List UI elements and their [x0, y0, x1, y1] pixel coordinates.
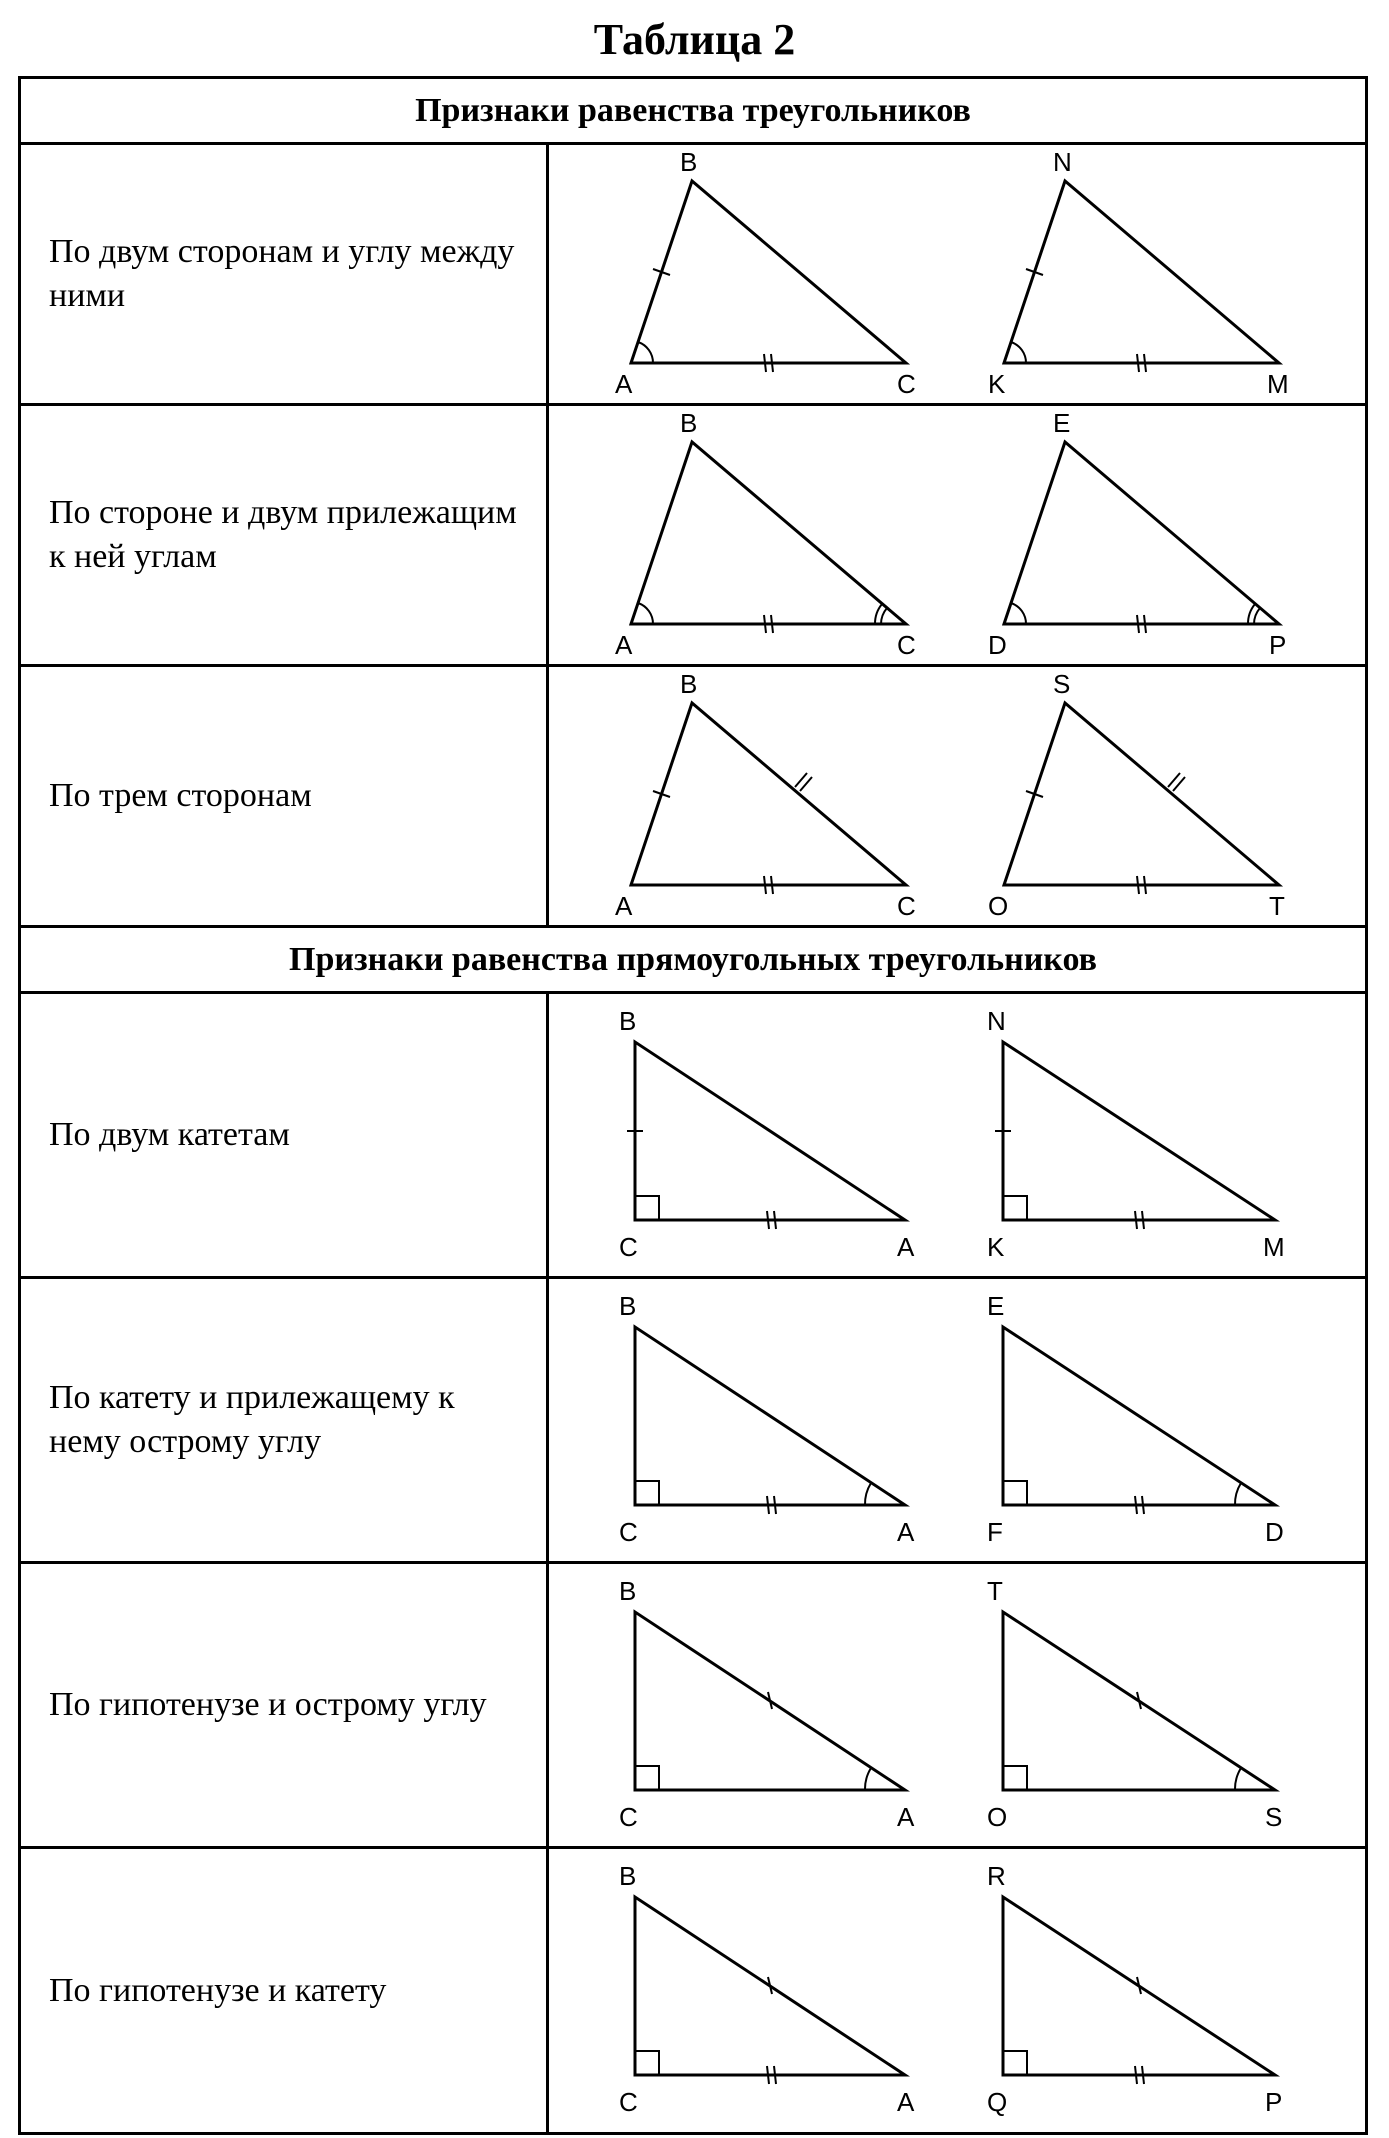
vertex-label: E [987, 1291, 1005, 1321]
vertex-label: N [987, 1006, 1006, 1036]
criterion-row-hyp-leg [21, 1849, 1365, 2132]
side-tick-mark [1144, 876, 1146, 894]
side-tick-mark [767, 1211, 769, 1229]
criterion-figures [549, 406, 1365, 664]
triangle-abc [631, 442, 906, 624]
angle-arc-mark [1235, 1768, 1241, 1790]
side-tick-mark [771, 615, 773, 633]
triangle-ost [1004, 703, 1279, 885]
vertex-label: K [987, 1232, 1005, 1262]
vertex-label: C [619, 2087, 638, 2117]
vertex-label: B [619, 1006, 637, 1036]
side-tick-mark [1137, 615, 1139, 633]
section-header-right-triangles: Признаки равенства прямоугольных треугольников [21, 928, 1365, 994]
criterion-figures [549, 1564, 1365, 1846]
criterion-row-sas [21, 145, 1365, 406]
side-tick-mark [774, 1496, 776, 1514]
vertex-label: P [1265, 2087, 1283, 2117]
side-tick-mark [771, 876, 773, 894]
side-tick-mark [764, 615, 766, 633]
vertex-label: A [897, 1517, 915, 1547]
vertex-label: F [987, 1517, 1003, 1547]
triangle-pair-figure [549, 406, 1365, 664]
criterion-label: По двум сторонам и углу между ними [21, 145, 549, 403]
right-angle-mark [1003, 1196, 1027, 1220]
criterion-row-two-legs [21, 994, 1365, 1279]
angle-arc-mark [1235, 1483, 1241, 1505]
side-tick-mark [1142, 2066, 1144, 2084]
vertex-label: B [680, 147, 698, 177]
side-tick-mark [767, 1496, 769, 1514]
criterion-figures [549, 1279, 1365, 1561]
side-tick-mark [767, 2066, 769, 2084]
vertex-label: S [1265, 1802, 1283, 1832]
side-tick-mark [774, 2066, 776, 2084]
criteria-table [18, 76, 1368, 2135]
criterion-figures [549, 994, 1365, 1276]
angle-arc-mark [881, 608, 887, 624]
vertex-label: D [1265, 1517, 1284, 1547]
vertex-label: A [897, 1232, 915, 1262]
right-angle-mark [1003, 1481, 1027, 1505]
criterion-figures [549, 1849, 1365, 2132]
criterion-row-hyp-angle [21, 1564, 1365, 1849]
criterion-row-asa [21, 406, 1365, 667]
vertex-label: N [1053, 147, 1072, 177]
side-tick-mark [771, 354, 773, 372]
triangle-abc [631, 181, 906, 363]
criterion-label: По стороне и двум прилежащим к ней углам [21, 406, 549, 664]
vertex-label: B [619, 1861, 637, 1891]
right-triangle-bca [635, 1042, 905, 1220]
angle-arc-mark [1011, 603, 1026, 624]
criterion-row-leg-angle [21, 1279, 1365, 1564]
vertex-label: B [680, 408, 698, 438]
triangle-pair-figure [549, 1849, 1365, 2129]
vertex-label: A [897, 2087, 915, 2117]
vertex-label: O [988, 891, 1009, 921]
side-tick-mark [1135, 1211, 1137, 1229]
vertex-label: R [987, 1861, 1006, 1891]
side-tick-mark [1144, 354, 1146, 372]
vertex-label: C [619, 1802, 638, 1832]
right-triangle-efd [1003, 1327, 1275, 1505]
criterion-label: По катету и прилежащему к нему острому углу [21, 1279, 549, 1561]
vertex-label: C [897, 630, 916, 660]
side-tick-mark [1137, 354, 1139, 372]
triangle-pair-figure [549, 1279, 1365, 1561]
right-angle-mark [1003, 2051, 1027, 2075]
angle-arc-mark [1011, 342, 1026, 363]
side-tick-mark [764, 354, 766, 372]
vertex-label: A [615, 630, 633, 660]
vertex-label: O [987, 1802, 1008, 1832]
criterion-row-sss [21, 667, 1365, 928]
vertex-label: Q [987, 2087, 1008, 2117]
vertex-label: C [897, 891, 916, 921]
vertex-label: A [615, 891, 633, 921]
vertex-label: T [1269, 891, 1285, 921]
vertex-label: M [1267, 369, 1289, 399]
angle-arc-mark [638, 342, 653, 363]
side-tick-mark [1144, 615, 1146, 633]
triangle-pair-figure [549, 994, 1365, 1276]
triangle-pair-figure [549, 667, 1365, 925]
right-angle-mark [635, 1196, 659, 1220]
criterion-label: По гипотенузе и острому углу [21, 1564, 549, 1846]
vertex-label: A [615, 369, 633, 399]
vertex-label: C [619, 1517, 638, 1547]
side-tick-mark [1135, 2066, 1137, 2084]
angle-arc-mark [865, 1483, 871, 1505]
criterion-figures [549, 667, 1365, 925]
triangle-abc [631, 703, 906, 885]
side-tick-mark [1137, 876, 1139, 894]
vertex-label: E [1053, 408, 1071, 438]
right-angle-mark [1003, 1766, 1027, 1790]
triangle-knm [1004, 181, 1279, 363]
criterion-figures [549, 145, 1365, 403]
angle-arc-mark [865, 1768, 871, 1790]
side-tick-mark [764, 876, 766, 894]
angle-arc-mark [1254, 608, 1260, 624]
side-tick-mark [774, 1211, 776, 1229]
vertex-label: C [897, 369, 916, 399]
side-tick-mark [1142, 1496, 1144, 1514]
triangle-pair-figure [549, 1564, 1365, 1846]
vertex-label: A [897, 1802, 915, 1832]
right-triangle-nkm [1003, 1042, 1275, 1220]
vertex-label: D [988, 630, 1007, 660]
vertex-label: T [987, 1576, 1003, 1606]
triangle-pair-figure [549, 145, 1365, 403]
right-angle-mark [635, 1766, 659, 1790]
right-triangle-bca [635, 1327, 905, 1505]
vertex-label: B [680, 669, 698, 699]
angle-arc-mark [638, 603, 653, 624]
vertex-label: C [619, 1232, 638, 1262]
vertex-label: M [1263, 1232, 1285, 1262]
right-angle-mark [635, 1481, 659, 1505]
criterion-label: По гипотенузе и катету [21, 1849, 549, 2132]
side-tick-mark [1142, 1211, 1144, 1229]
vertex-label: B [619, 1576, 637, 1606]
vertex-label: B [619, 1291, 637, 1321]
vertex-label: S [1053, 669, 1071, 699]
right-angle-mark [635, 2051, 659, 2075]
vertex-label: P [1269, 630, 1287, 660]
criterion-label: По двум катетам [21, 994, 549, 1276]
section-header-triangles: Признаки равенства треугольников [21, 79, 1365, 145]
page-title: Таблица 2 [593, 15, 796, 64]
criterion-label: По трем сторонам [21, 667, 549, 925]
triangle-dep [1004, 442, 1279, 624]
side-tick-mark [1135, 1496, 1137, 1514]
vertex-label: K [988, 369, 1006, 399]
